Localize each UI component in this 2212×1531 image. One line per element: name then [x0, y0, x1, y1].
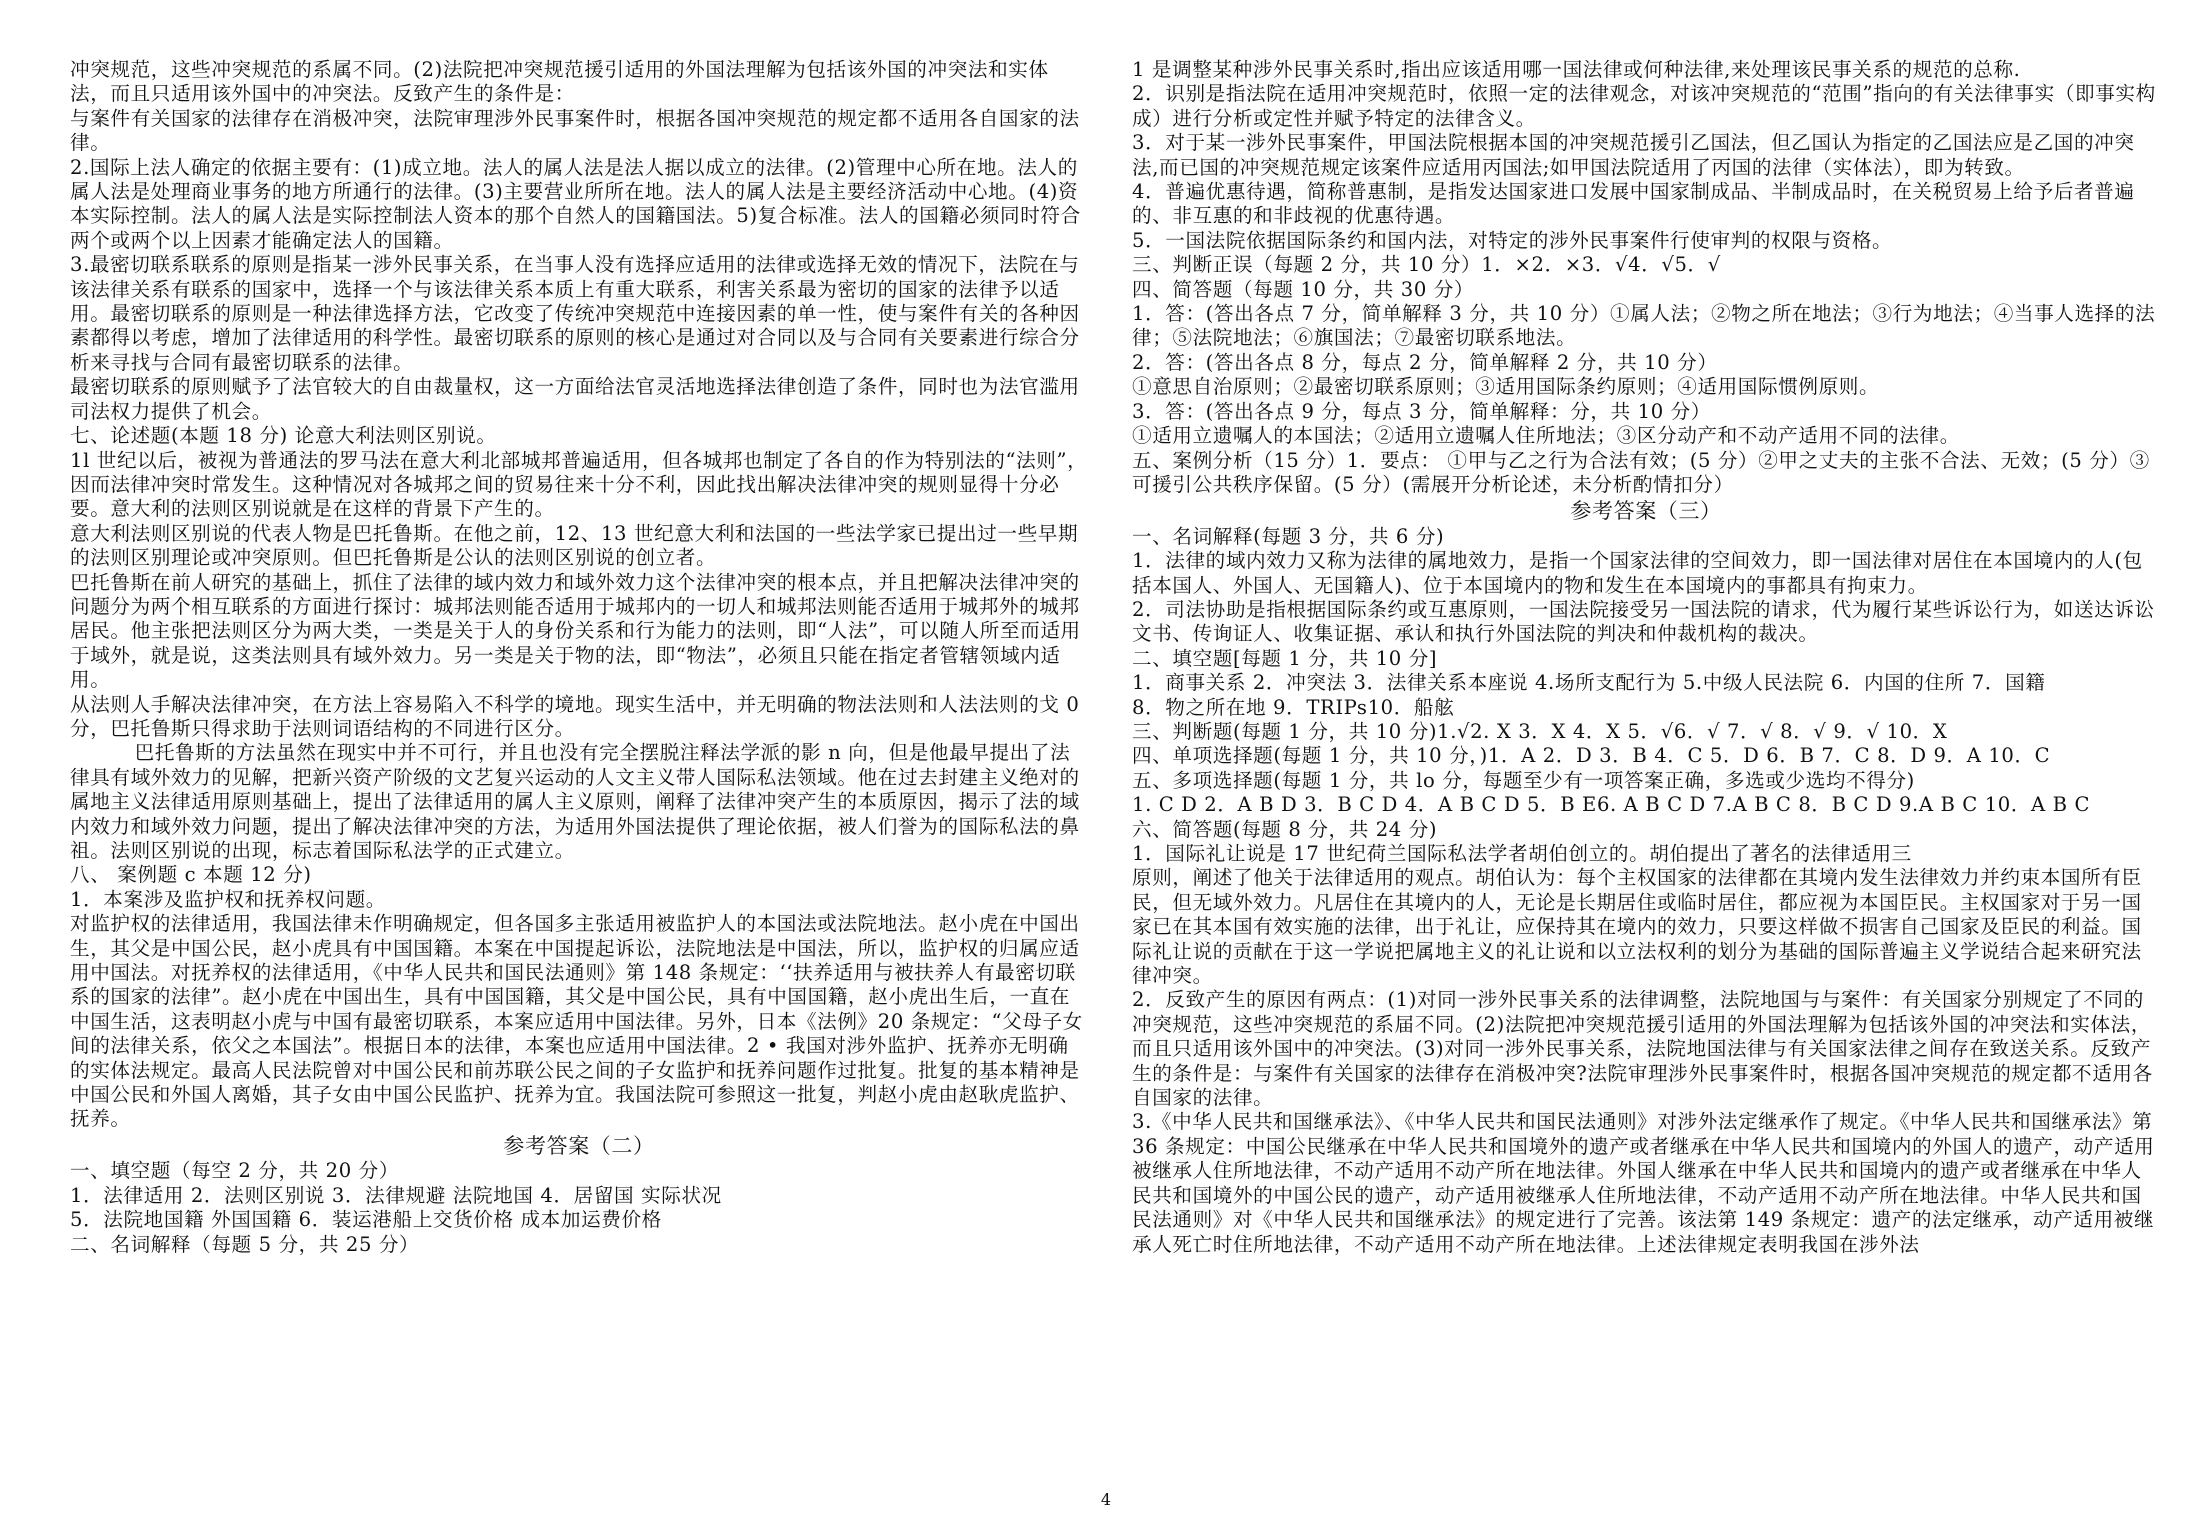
- paragraph: 3．答：(答出各点 9 分，每点 3 分，简单解释：分，共 10 分）: [1132, 399, 1711, 423]
- paragraph: 2．答：(答出各点 8 分，每点 2 分，简单解释 2 分，共 10 分）: [1132, 350, 1718, 374]
- paragraph: 1．答：(答出各点 7 分，简单解释 3 分，共 10 分）①属人法；②物之所在地法；③行为地法；④当事人选择的法律；⑤法院地法；⑥旗国法；⑦最密切联系地法。: [1132, 302, 2156, 350]
- section-heading: 一、填空题（每空 2 分，共 20 分）: [70, 1159, 400, 1183]
- paragraph: 3．对于某一涉外民事案件，甲国法院根据本国的冲突规范援引乙国法，但乙国认为指定的乙国法应是乙国的冲突法,而已国的冲突规范规定该案件应适用丙国法;如甲国法院适用了丙国的法律（实体法），即为转致。: [1132, 131, 2135, 179]
- answer-key-title: 参考答案（二）: [503, 1133, 655, 1158]
- paragraph: 1l 世纪以后，被视为普通法的罗马法在意大利北部城邦普遍适用，但各城邦也制定了各自的作为特别法的“法则”，因而法律冲突时常发生。这种情况对各城邦之间的贸易往来十分不利，因此找出解决法律冲突的规则显得十分必要。意大利的法则区别说就是在这样的背景下产生的。: [70, 448, 1088, 521]
- section-heading: 二、填空题[每题 1 分，共 10 分]: [1132, 646, 1438, 670]
- paragraph: 1．国际礼让说是 17 世纪荷兰国际私法学者胡伯创立的。胡伯提出了著名的法律适用三: [1132, 842, 1912, 865]
- paragraph: 意大利法则区别说的代表人物是巴托鲁斯。在他之前，12、13 世纪意大利和法国的一些法学家已提出过一些早期的法则区别理论或冲突原则。但巴托鲁斯是公认的法则区别说的创立者。: [70, 521, 1079, 570]
- left-column: [70, 58, 1088, 1478]
- answer-line: 1. C D 2．A B D 3．B C D 4．A B C D 5．B E6. A B C D 7.A B C 8．B C D 9.A B C 10．A B C: [1132, 793, 2091, 817]
- section-heading: 七、论述题(本题 18 分) 论意大利法则区别说。: [70, 424, 497, 448]
- answer-line: 5．法院地国籍 外国国籍 6．装运港船上交货价格 成本加运费价格: [70, 1208, 662, 1232]
- paragraph: ①意思自治原则；②最密切联系原则；③适用国际条约原则；④适用国际惯例原则。: [1132, 375, 1880, 399]
- paragraph: 2．司法协助是指根据国际条约或互惠原则，一国法院接受另一国法院的请求，代为履行某些诉讼行为，如送达诉讼文书、传询证人、收集证据、承认和执行外国法院的判决和仲裁机构的裁决。: [1132, 597, 2155, 646]
- paragraph: 巴托鲁斯的方法虽然在现实中并不可行，并且也没有完全摆脱注释法学派的影 n 向，但是他最早提出了法律具有域外效力的见解，把新兴资产阶级的文艺复兴运动的人文主义带人国际私法领域。他在过去封建主义绝对的属地主义法律适用原则基础上，提出了法律适用的属人主义原则，阐释了法律冲突产生的本质原因，揭示了法的域内效力和域外效力问题，提出了解决法律冲突的方法，为适用外国法提供了理论依据，被人们誉为的国际私法的鼻祖。法则区别说的出现，标志着国际私法学的正式建立。: [70, 741, 1080, 862]
- answer-key-title: 参考答案（三）: [1570, 499, 1722, 524]
- section-heading: 五、多项选择题(每题 1 分，共 lo 分，每题至少有一项答案正确，多选或少选均不得分): [1132, 768, 1915, 792]
- paragraph: 5．一国法院依据国际条约和国内法，对特定的涉外民事案件行使审判的权限与资格。: [1132, 228, 1893, 252]
- section-heading: 一、名词解释(每题 3 分，共 6 分): [1132, 524, 1445, 548]
- paragraph: 3.《中华人民共和国继承法》、《中华人民共和国民法通则》对涉外法定继承作了规定。《中华人民共和国继承法》第 36 条规定：中国公民继承在中华人民共和国境外的遗产或者继承在中华人民共和国境内的外国人的遗产，动产适用被继承人住所地法律，不动产适用不动产所在地法律。外国人继承在中华人民共和国境内的遗产或者继承在中华人民共和国境外的中国公民的遗产，动产适用被继承人住所地法律，不动产适用不动产所在地法律。中华人民共和国民法通则》对《中华人民共和国继承法》的规定进行了完善。该法第 149 条规定：遗产的法定继承，动产适用被继承人死亡时住所地法律，不动产适用不动产所在地法律。上述法律规定表明我国在涉外法: [1132, 1110, 2155, 1256]
- paragraph: 2.国际上法人确定的依据主要有：(1)成立地。法人的属人法是法人据以成立的法律。(2)管理中心所在地。法人的属人法是处理商业事务的地方所通行的法律。(3)主要营业所所在地。法人的属人法是主要经济活动中心地。(4)资本实际控制。法人的属人法是实际控制法人资本的那个自然人的国籍国法。5)复合标准。法人的国籍必须同时符合两个或两个以上因素才能确定法人的国籍。: [70, 155, 1081, 252]
- section-heading: 二、名词解释（每题 5 分，共 25 分）: [70, 1232, 420, 1256]
- paragraph: 1．本案涉及监护权和抚养权问题。: [70, 887, 386, 911]
- right-column: [1132, 58, 2160, 1478]
- paragraph: 对监护权的法律适用，我国法律未作明确规定，但各国多主张适用被监护人的本国法或法院地法。赵小虎在中国出生，其父是中国公民，赵小虎具有中国国籍。本案在中国提起诉讼，法院地法是中国法，所以，监护权的归属应适用中国法。对抚养权的法律适用，《中华人民共和国民法通则》第 148 条规定：‘‘扶养适用与被扶养人有最密切联系的国家的法律”。赵小虎在中国出生，具有中国国籍，其父是中国公民，具有中国国籍，赵小虎出生后，一直在中国生活，这表明赵小虎与中国有最密切联系，本案应适用中国法律。另外，日本《法例》20 条规定：“父母子女间的法律关系，依父之本国法”。根据日本的法律，本案也应适用中国法律。2 • 我国对涉外监护、抚养亦无明确的实体法规定。最高人民法院曾对中国公民和前苏联公民之间的子女监护和抚养问题作过批复。批复的基本精神是中国公民和外国人离婚，其子女由中国公民监护、抚养为宜。我国法院可参照这一批复，判赵小虎由赵耿虎监护、抚养。: [70, 912, 1083, 1131]
- paragraph: 2．识别是指法院在适用冲突规范时，依照一定的法律观念，对该冲突规范的“范围”指向的有关法律事实（即事实构成）进行分析或定性并赋予特定的法律含义。: [1132, 82, 2156, 130]
- paragraph: 冲突规范，这些冲突规范的系属不同。(2)法院把冲突规范援引适用的外国法理解为包括该外国的冲突法和实体法，而且只适用该外国中的冲突法。反致产生的条件是：: [70, 58, 1049, 106]
- paragraph: 1．法律的域内效力又称为法律的属地效力，是指一个国家法律的空间效力，即一国法律对居住在本国境内的人(包括本国人、外国人、无国籍人)、位于本国境内的物和发生在本国境内的事都具有拘束力。: [1132, 549, 2143, 597]
- answer-line: 三、判断题(每题 1 分，共 10 分)1.√2. X 3．X 4．X 5．√6．√ 7．√ 8．√ 9．√ 10．X: [1132, 719, 1948, 743]
- paragraph: 3.最密切联系联系的原则是指某一涉外民事关系，在当事人没有选择应适用的法律或选择无效的情况下，法院在与该法律关系有联系的国家中，选择一个与该法律关系本质上有重大联系，利害关系最为密切的国家的法律予以适用。最密切联系的原则是一种法律选择方法，它改变了传统冲突规范中连接因素的单一性，使与案件有关的各种因素都得以考虑，增加了法律适用的科学性。最密切联系的原则的核心是通过对合同以及与合同有关要素进行综合分析来寻找与合同有最密切联系的法律。: [70, 253, 1080, 374]
- answer-line: 四、单项选择题(每题 1 分，共 10 分，)1．A 2．D 3．B 4．C 5．D 6．B 7．C 8．D 9．A 10．C: [1132, 744, 2051, 768]
- section-heading: 四、简答题（每题 10 分，共 30 分）: [1132, 277, 1475, 301]
- page-number: 4: [1100, 1490, 1112, 1509]
- answer-line: 8．物之所在地 9．TRIPs10．船舷: [1132, 695, 1455, 719]
- section-heading: 三、判断正误（每题 2 分，共 10 分）1．×2．×3．√4．√5．√: [1132, 253, 1721, 277]
- answer-line: 1．法律适用 2．法则区别说 3．法律规避 法院地国 4．居留国 实际状况: [70, 1183, 722, 1207]
- paragraph: 原则，阐述了他关于法律适用的观点。胡伯认为：每个主权国家的法律都在其境内发生法律效力并约束本国所有臣民，但无域外效力。凡居住在其境内的人，无论是长期居住或临时居住，都应视为本国臣民。主权国家对于另一国家已在其本国有效实施的法律，出于礼让，应保持其在境内的效力，只要这样做不损害自己国家及臣民的利益。国际礼让说的贡献在于这一学说把属地主义的礼让说和以立法权利的划分为基础的国际普遍主义学说结合起来研究法律冲突。: [1132, 866, 2142, 988]
- paragraph: 巴托鲁斯在前人研究的基础上，抓住了法律的域内效力和域外效力这个法律冲突的根本点，并且把解决法律冲突的问题分为两个相互联系的方面进行探讨：城邦法则能否适用于城邦内的一切人和城邦法则能否适用于城邦外的城邦居民。他主张把法则区分为两大类，一类是关于人的身份关系和行为能力的法则，即“人法”，可以随人所至而适用于域外，就是说，这类法则具有域外效力。另一类是关于物的法，即“物法”，必须且只能在指定者管辖领域内适用。: [70, 570, 1081, 692]
- paragraph: 与案件有关国家的法律存在消极冲突，法院审理涉外民事案件时，根据各国冲突规范的规定都不适用各自国家的法律。: [70, 106, 1080, 155]
- paragraph: ①适用立遗嘱人的本国法；②适用立遗嘱人住所地法；③区分动产和不动产适用不同的法律。: [1132, 424, 1960, 448]
- paragraph: 1 是调整某种涉外民事关系时,指出应该适用哪一国法律或何种法律,来处理该民事关系的规范的总称.: [1132, 58, 2021, 81]
- section-heading: 八、 案例题 c 本题 12 分): [70, 863, 312, 887]
- answer-line: 1．商事关系 2．冲突法 3．法律关系本座说 4.场所支配行为 5.中级人民法院 6．内国的住所 7．国籍: [1132, 671, 2046, 695]
- paragraph: 最密切联系的原则赋予了法官较大的自由裁量权，这一方面给法官灵活地选择法律创造了条件，同时也为法官滥用司法权力提供了机会。: [70, 375, 1080, 423]
- paragraph: 2．反致产生的原因有两点：(1)对同一涉外民事关系的法律调整，法院地国与与案件：有关国家分别规定了不同的冲突规范，这些冲突规范的系届不同。(2)法院把冲突规范援引适用的外国法理解为包括该外国的冲突法和实体法，而且只适用该外国中的冲突法。(3)对同一涉外民事关系，法院地国法律与有关国家法律之间存在致送关系。反致产生的条件是：与案件有关国家的法律存在消极冲突?法院审理涉外民事案件时，根据各国冲突规范的规定都不适用各自国家的法律。: [1132, 988, 2153, 1110]
- section-heading: 六、简答题(每题 8 分，共 24 分): [1132, 817, 1438, 841]
- paragraph: 五、案例分析（15 分）1．要点： ①甲与乙之行为合法有效；(5 分）②甲之丈夫的主张不合法、无效；(5 分）③可援引公共秩序保留。(5 分）(需展开分析论述，未分析酌情扣分）: [1132, 448, 2150, 496]
- paragraph: 4．普遍优惠待遇，简称普惠制，是指发达国家进口发展中国家制成品、半制成品时，在关税贸易上给予后者普遍的、非互惠的和非歧视的优惠待遇。: [1132, 180, 2135, 228]
- paragraph: 从法则人手解决法律冲突，在方法上容易陷入不科学的境地。现实生活中，并无明确的物法法则和人法法则的戈 0 分，巴托鲁斯只得求助于法则词语结构的不同进行区分。: [70, 692, 1080, 740]
